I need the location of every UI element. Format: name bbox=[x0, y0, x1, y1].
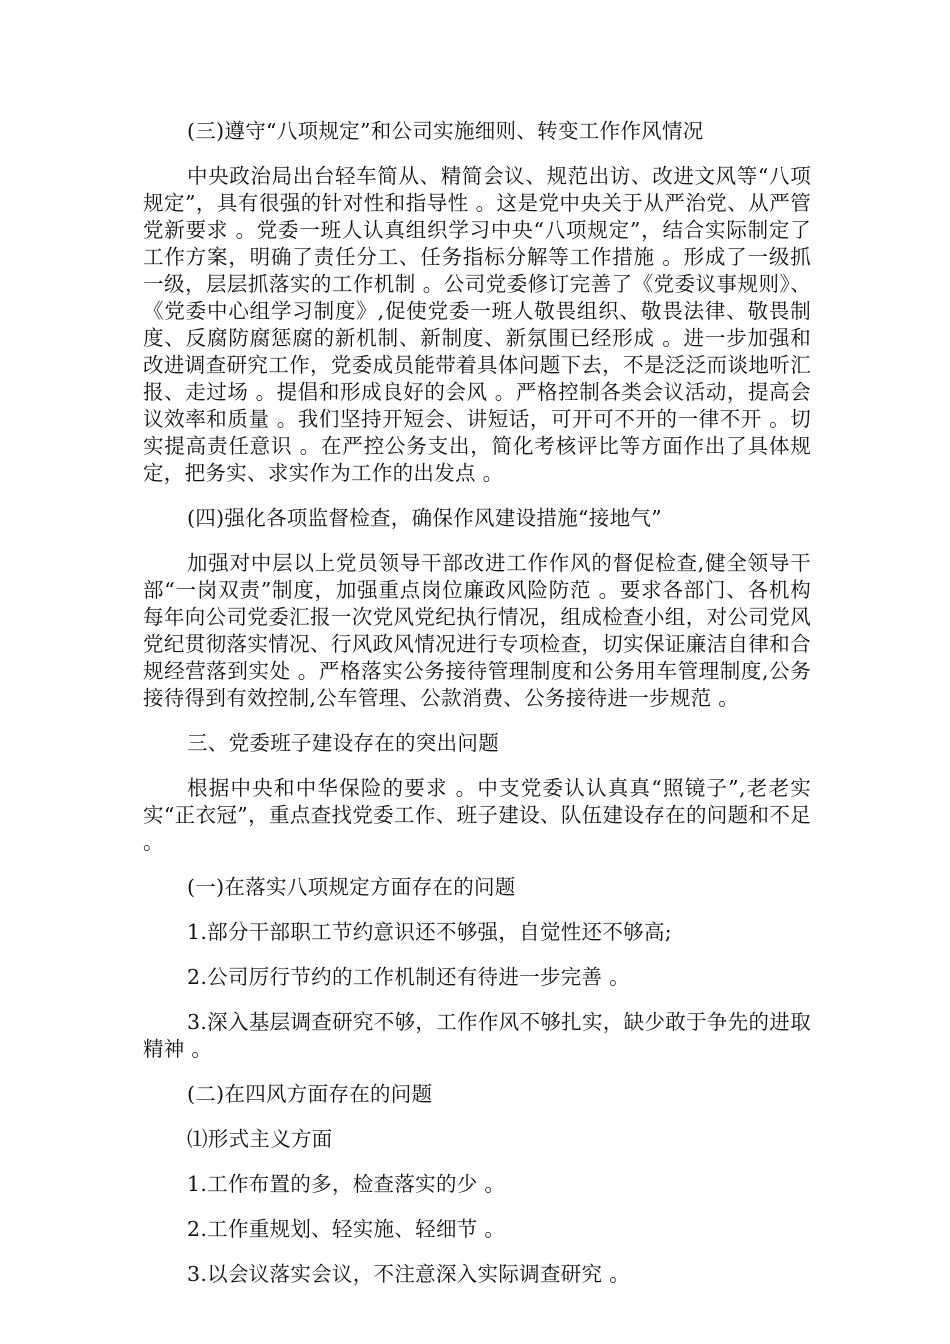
document-page bbox=[143, 118, 811, 1306]
list-item: 3.深入基层调查研究不够，工作作风不够扎实，缺少敢于争先的进取精神 。 bbox=[143, 1010, 811, 1061]
sub-heading-formalism: ⑴形式主义方面 bbox=[187, 1127, 333, 1151]
section-heading-4: (四)强化各项监督检查，确保作风建设措施“接地气” bbox=[187, 506, 662, 530]
chapter-heading-3: 三、党委班子建设存在的突出问题 bbox=[187, 731, 499, 755]
body-paragraph: 加强对中层以上党员领导干部改进工作作风的督促检查,健全领导干部“一岗双责”制度，加强重点岗位廉政风险防范 。要求各部门、各机构每年向公司党委汇报一次党风党纪执行情况，组成检查小组，对公司党风党纪贯彻落实情况、行风政风情况进行专项检查，切实保证廉洁自律和合规经营落到实处 。严格落实公务接待管理制度和公务用车管理制度,公务接待得到有效控制,公车管理、公款消费、公务接待进一步规范 。 bbox=[143, 551, 811, 710]
list-item: 2.公司厉行节约的工作机制还有待进一步完善 。 bbox=[187, 965, 630, 989]
list-item: 1.工作布置的多，检查落实的少 。 bbox=[187, 1172, 506, 1196]
body-paragraph: 根据中央和中华保险的要求 。中支党委认认真真“照镜子”,老老实实“正衣冠”，重点查找党委工作、班子建设、队伍建设存在的问题和不足 。 bbox=[143, 776, 811, 854]
section-heading-3: (三)遵守“八项规定”和公司实施细则、转变工作作风情况 bbox=[187, 119, 704, 143]
list-item: 3.以会议落实会议，不注意深入实际调查研究 。 bbox=[187, 1262, 630, 1286]
body-paragraph: 中央政治局出台轻车简从、精简会议、规范出访、改进文风等“八项规定”，具有很强的针对性和指导性 。这是党中央关于从严治党、从严管党新要求 。党委一班人认真组织学习中央“八项规定”，结合实际制定了工作方案，明确了责任分工、任务指标分解等工作措施 。形成了一级抓一级，层层抓落实的工作机制 。公司党委修订完善了《党委议事规则》、《党委中心组学习制度》,促使党委一班人敬畏组织、敬畏法律、敬畏制度、反腐防腐惩腐的新机制、新制度、新氛围已经形成 。进一步加强和改进调查研究工作，党委成员能带着具体问题下去，不是泛泛而谈地听汇报、走过场 。提倡和形成良好的会风 。严格控制各类会议活动，提高会议效率和质量 。我们坚持开短会、讲短话，可开可不开的一律不开 。切实提高责任意识 。在严控公务支出，简化考核评比等方面作出了具体规定，把务实、求实作为工作的出发点 。 bbox=[143, 164, 811, 485]
list-item: 2.工作重规划、轻实施、轻细节 。 bbox=[187, 1217, 506, 1241]
subsection-heading-2: (二)在四风方面存在的问题 bbox=[187, 1082, 433, 1106]
subsection-heading-1: (一)在落实八项规定方面存在的问题 bbox=[187, 875, 516, 899]
list-item: 1.部分干部职工节约意识还不够强，自觉性还不够高; bbox=[187, 920, 672, 944]
